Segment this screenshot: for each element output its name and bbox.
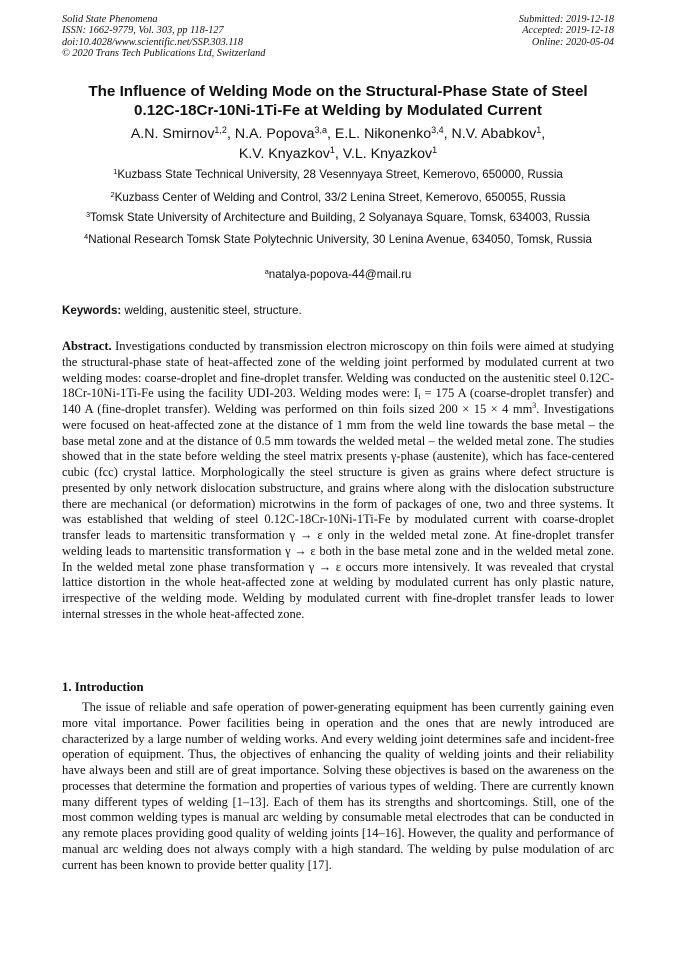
- online-date: Online: 2020-05-04: [531, 36, 614, 48]
- author-name: K.V. Knyazkov: [238, 146, 330, 162]
- abstract-subscript: i: [418, 392, 421, 402]
- author-affil-sup: 3,4: [431, 125, 444, 135]
- abstract-text-part-3: . Investigations were focused on heat-affected zone at the distance of 1 mm from the weld line towards the base metal – the base metal zone and at the distance of 0.5 mm towards the welded metal – the welded metal zone. The studies showed that in the state before welding the steel matrix presents γ-phase (austenite), which has face-centered cubic (fcc) crystal lattice. Morphologically the steel structure is given as grains where defect structure is presented by only network dislocation substructure, and grains where along with the dislocation substructure there are mechanical (or deformation) microtwins in the form of packages of one, two and three systems. It was established that welding of steel 0.12C-18Cr-10Ni-1Ti-Fe by modulated current with coarse-droplet transfer leads to martensitic transformation γ → ε only in the welded metal zone. At fine-droplet transfer welding leads to martensitic transformation γ → ε both in the base metal zone and in the welded metal zone. In the welded metal zone phase transformation γ → ε occurs more intensively. It was revealed that crystal lattice distortion in the whole heat-affected zone at welding by modulated current has only plastic nature, irrespective of the welding mode. Welding by modulated current with fine-droplet transfer leads to lower internal stresses in the whole heat-affected zone.: [62, 402, 614, 621]
- introduction-paragraph: The issue of reliable and safe operation of power-generating equipment has been currently gaining even more vital importance. Power facilities being in operation and the ones that are newly introduced are characterized by a large number of welding works. And every welding joint determines safe and incident-free operation of equipment. Thus, the objectives of enhancing the quality of welding joints and their reliability have always been and still are of great importance. Solving these objectives is based on the awareness on the processes that determine the formation and properties of various types of welding. There are currently known many different types of welding [1–13]. Each of them has its strengths and shortcomings. Still, one of the most common welding types is manual arc welding by consumable metal electrodes that can be conducted in any remote places providing good quality of welding joints [14–16]. However, the quality and performance of manual arc welding does not always comply with a high standard. The welding by pulse modulation of arc current has been known to provide better quality [17].: [62, 700, 614, 872]
- title-line-2: 0.12C-18Cr-10Ni-1Ti-Fe at Welding by Modulated Current: [134, 102, 542, 119]
- affil-text: Kuzbass State Technical University, 28 Vesennyaya Street, Kemerovo, 650000, Russia: [117, 168, 563, 181]
- abstract-superscript: 3: [532, 401, 537, 410]
- paper-title: [62, 82, 614, 120]
- abstract-text-part-2: = 175 A (coarse-droplet transfer) and 140 A (fine-droplet transfer). Welding was performed on thin foils sized 200 × 15 × 4 mm: [62, 386, 615, 416]
- author-affil-sup: 1,2: [214, 125, 227, 135]
- title-line-1: The Influence of Welding Mode on the Structural-Phase State of Steel: [88, 83, 588, 100]
- doi-line: doi:10.4028/www.scientific.net/SSP.303.118: [62, 36, 244, 48]
- journal-name: Solid State Phenomena: [62, 14, 158, 25]
- affil-number: 2: [110, 190, 115, 199]
- affil-number: 4: [84, 232, 89, 241]
- abstract-label: Abstract.: [62, 339, 112, 353]
- author-separator: ,: [541, 126, 546, 142]
- abstract: [62, 339, 614, 623]
- section-heading-introduction: 1. Introduction: [62, 680, 144, 694]
- author-separator: ,: [443, 126, 452, 142]
- author-list: [62, 124, 614, 164]
- email-text: natalya-popova-44@mail.ru: [268, 268, 412, 281]
- affil-text: Tomsk State University of Architecture and Building, 2 Solyanaya Square, Tomsk, 634003, Russia: [90, 211, 591, 224]
- author-separator: ,: [334, 146, 343, 162]
- journal-info: [62, 14, 382, 60]
- accepted-date: Accepted: 2019-12-18: [522, 25, 614, 37]
- issn-line: ISSN: 1662-9779, Vol. 303, pp 118-127: [62, 25, 224, 37]
- author-name: A.N. Smirnov: [130, 126, 215, 142]
- keywords-text: welding, austenitic steel, structure.: [121, 304, 302, 317]
- keywords-label: Keywords:: [62, 304, 122, 317]
- email-sup: a: [264, 267, 269, 276]
- author-affil-sup: 1: [329, 145, 335, 155]
- affiliation-4: [74, 232, 602, 247]
- author-affil-sup: 3,a: [314, 125, 327, 135]
- corresponding-email: [62, 267, 614, 282]
- submitted-date: Submitted: 2019-12-18: [518, 14, 614, 25]
- abstract-text-part-1: Investigations conducted by transmission electron microscopy on thin foils were aimed at studying the structural-phase state of heat-affected zone of the welding joint performed by modulated current at two welding modes: coarse-droplet and fine-droplet transfer. Welding was conducted on the austenitic steel 0.12C-18Cr-10Ni-1Ti-Fe using the facility UDI-203. Welding modes were: I: [62, 339, 614, 401]
- author-affil-sup: 1: [536, 125, 542, 135]
- author-affil-sup: 1: [432, 145, 438, 155]
- author-name: E.L. Nikonenko: [334, 126, 432, 142]
- affiliation-1: [62, 167, 614, 182]
- affil-number: 1: [113, 167, 118, 176]
- author-name: V.L. Knyazkov: [342, 146, 433, 162]
- author-separator: ,: [226, 126, 235, 142]
- author-name: N.V. Ababkov: [451, 126, 537, 142]
- copyright-line: © 2020 Trans Tech Publications Ltd, Switzerland: [62, 48, 266, 60]
- submission-dates: [374, 14, 614, 48]
- author-name: N.A. Popova: [234, 126, 315, 142]
- affil-text: National Research Tomsk State Polytechnic University, 30 Lenina Avenue, 634050, Tomsk, Russia: [88, 233, 592, 246]
- affil-text: Kuzbass Center of Welding and Control, 33/2 Lenina Street, Kemerovo, 650055, Russia: [114, 191, 566, 204]
- affiliation-2: [62, 190, 614, 205]
- affil-number: 3: [85, 210, 91, 219]
- author-separator: ,: [327, 126, 335, 142]
- affiliation-3: [56, 210, 620, 225]
- keywords: [62, 303, 614, 318]
